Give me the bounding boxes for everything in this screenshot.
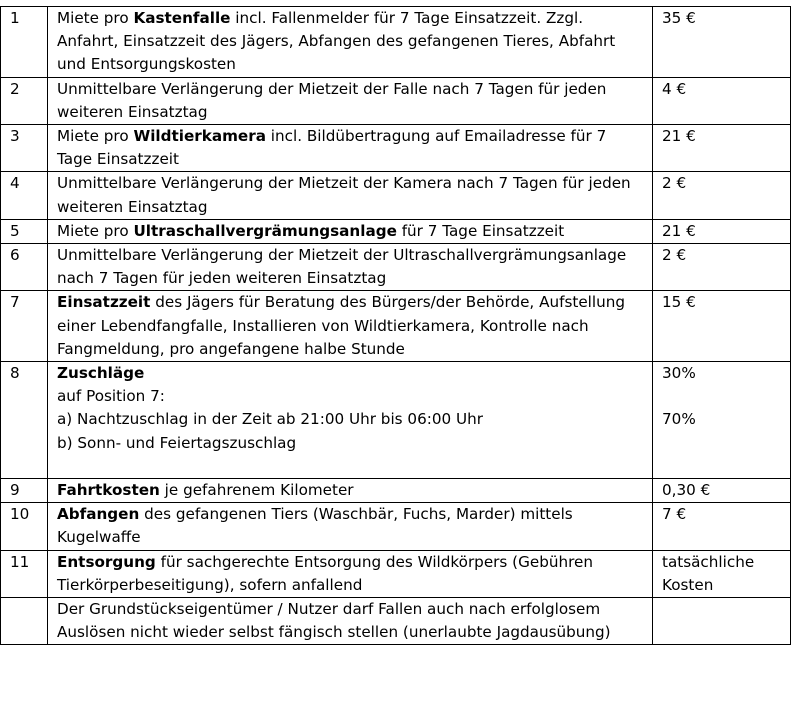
- table-row: [1, 77, 791, 124]
- row-number: [1, 598, 48, 645]
- bold-term: Ultraschallvergrämungsanlage: [133, 221, 397, 240]
- table-body: [1, 7, 791, 645]
- row-number: 8: [1, 362, 48, 479]
- description-text: für 7 Tage Einsatzzeit: [396, 221, 565, 240]
- description-text: auf Position 7:: [57, 387, 165, 406]
- row-description: [48, 77, 653, 124]
- description-text: Der Grundstückseigentümer / Nutzer darf Fallen auch nach erfolglosem Auslösen nicht wieder selbst fängisch stellen (unerlaubte Jagdausübung): [57, 600, 611, 642]
- price-value: 21 €: [662, 221, 696, 240]
- row-price: [653, 291, 791, 362]
- row-description: [48, 550, 653, 597]
- bold-term: Einsatzzeit: [57, 293, 151, 312]
- row-description: [48, 7, 653, 78]
- row-number: 4: [1, 172, 48, 219]
- row-description: [48, 172, 653, 219]
- description-text: incl. Fallenmelder für 7 Tage Einsatzzeit. Zzgl. Anfahrt, Einsatzzeit des Jägers, Abfangen des gefangenen Tieres, Abfahrt und Entsorgungskosten: [57, 9, 616, 74]
- row-description: [48, 219, 653, 243]
- price-value: 15 €: [662, 293, 696, 312]
- bold-term: Kastenfalle: [133, 9, 231, 27]
- table-row: [1, 291, 791, 362]
- row-description: [48, 244, 653, 291]
- description-text: Unmittelbare Verlängerung der Mietzeit der Falle nach 7 Tagen für jeden weiteren Einsatztag: [57, 79, 607, 121]
- description-text: Unmittelbare Verlängerung der Mietzeit der Kamera nach 7 Tagen für jeden weiteren Einsatztag: [57, 174, 631, 216]
- row-price: [653, 362, 791, 479]
- description-text: Miete pro: [57, 127, 134, 146]
- row-description: [48, 291, 653, 362]
- price-value: 0,30 €: [662, 481, 711, 500]
- table-row: [1, 219, 791, 243]
- description-text: incl. Bildübertragung auf Emailadresse für 7 Tage Einsatzzeit: [57, 127, 607, 169]
- bold-term: Fahrtkosten: [57, 481, 160, 500]
- row-price: [653, 503, 791, 550]
- table-row: [1, 172, 791, 219]
- description-text: Unmittelbare Verlängerung der Mietzeit der Ultraschallvergrämungsanlage nach 7 Tagen für jeden weiteren Einsatztag: [57, 246, 627, 288]
- row-price: [653, 479, 791, 503]
- row-price: [653, 598, 791, 645]
- price-value: 2 €: [662, 246, 687, 265]
- price-value: [662, 385, 784, 408]
- price-value: Kosten: [662, 575, 714, 594]
- description-text: je gefahrenem Kilometer: [159, 481, 354, 500]
- row-number: 11: [1, 550, 48, 597]
- row-price: [653, 125, 791, 172]
- row-price: [653, 172, 791, 219]
- description-line: [57, 432, 646, 455]
- row-number: 6: [1, 244, 48, 291]
- price-value: 30%: [662, 364, 696, 383]
- row-price: [653, 77, 791, 124]
- price-value: 2 €: [662, 174, 687, 193]
- row-number: 9: [1, 479, 48, 503]
- row-number: 5: [1, 219, 48, 243]
- row-description: [48, 598, 653, 645]
- price-value: tatsächliche: [662, 552, 755, 571]
- row-description: [48, 125, 653, 172]
- row-number: 10: [1, 503, 48, 550]
- price-value: 4 €: [662, 79, 687, 98]
- table-row: [1, 550, 791, 597]
- table-row: [1, 479, 791, 503]
- description-text: des gefangenen Tiers (Waschbär, Fuchs, Marder) mittels Kugelwaffe: [57, 505, 573, 547]
- price-value: 35 €: [662, 9, 696, 27]
- row-price: [653, 7, 791, 78]
- row-number: 1: [1, 7, 48, 78]
- price-value: 21 €: [662, 127, 696, 146]
- description-text: des Jägers für Beratung des Bürgers/der Behörde, Aufstellung einer Lebendfangfalle, Installieren von Wildtierkamera, Kontrolle nach Fangmeldung, pro angefangene halbe Stunde: [57, 293, 625, 358]
- description-text: Miete pro: [57, 221, 134, 240]
- description-text: Miete pro: [57, 9, 134, 27]
- row-price: [653, 219, 791, 243]
- row-number: 2: [1, 77, 48, 124]
- bold-term: Zuschläge: [57, 364, 145, 383]
- row-price: [653, 244, 791, 291]
- description-text: a) Nachtzuschlag in der Zeit ab 21:00 Uhr bis 06:00 Uhr: [57, 410, 483, 429]
- table-row: [1, 125, 791, 172]
- description-line: [57, 362, 646, 408]
- price-table: [0, 6, 791, 645]
- price-value: 7 €: [662, 505, 687, 524]
- row-description: [48, 479, 653, 503]
- table-row: [1, 362, 791, 479]
- description-text: b) Sonn- und Feiertagszuschlag: [57, 433, 297, 452]
- description-line: [57, 408, 646, 431]
- description-text: für sachgerechte Entsorgung des Wildkörpers (Gebühren Tierkörperbeseitigung), sofern anfallend: [57, 552, 593, 594]
- row-description: [48, 503, 653, 550]
- price-value: 70%: [662, 410, 696, 429]
- bold-term: Wildtierkamera: [133, 127, 266, 146]
- row-description: [48, 362, 653, 479]
- table-row: [1, 503, 791, 550]
- row-number: 7: [1, 291, 48, 362]
- bold-term: Entsorgung: [57, 552, 156, 571]
- row-number: 3: [1, 125, 48, 172]
- bold-term: Abfangen: [57, 505, 140, 524]
- row-price: [653, 550, 791, 597]
- table-row: [1, 244, 791, 291]
- table-row: [1, 7, 791, 78]
- table-row: [1, 598, 791, 645]
